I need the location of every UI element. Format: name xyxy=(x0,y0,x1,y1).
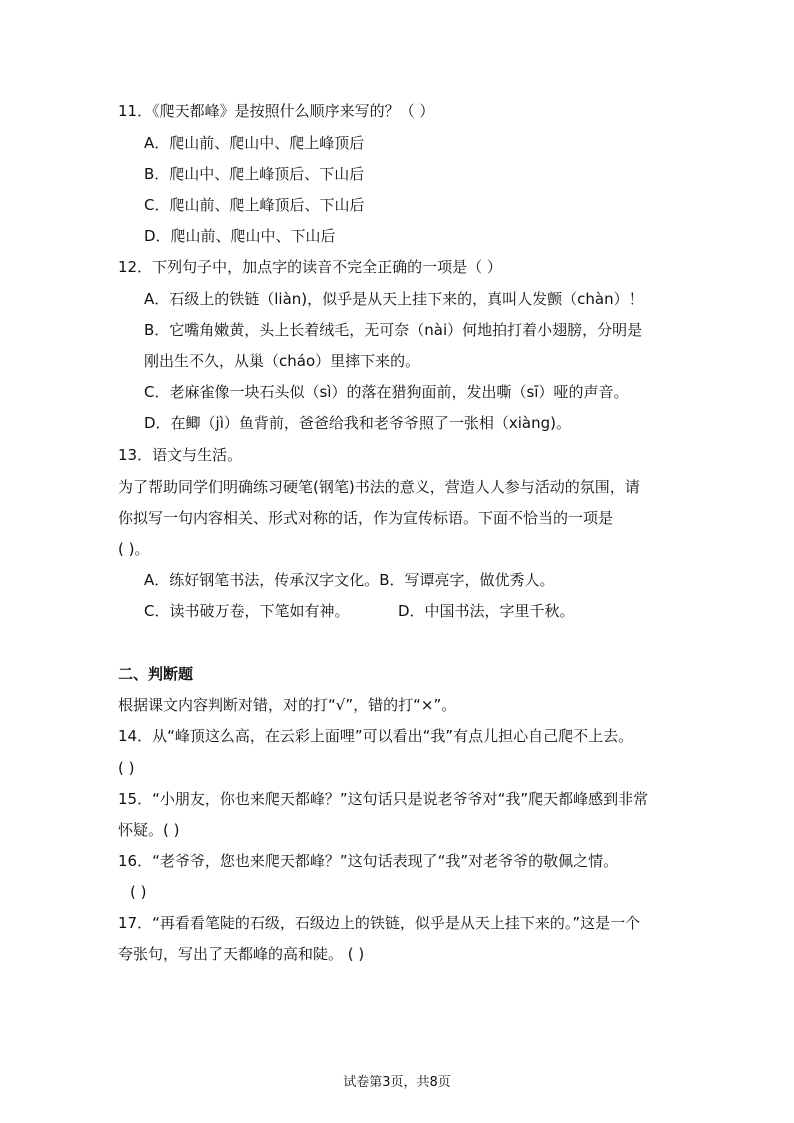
section-title: 二、判断题 xyxy=(118,665,194,683)
q13-stem: 13．语文与生活。 xyxy=(118,446,243,464)
q13-option-c: C．读书破万卷，下笔如有神。 xyxy=(144,602,350,620)
q12-option-c: C．老麻雀像一块石头似（sì）的落在猎狗面前，发出嘶（sī）哑的声音。 xyxy=(144,383,629,401)
q11-option-a: A．爬山前、爬山中、爬上峰顶后 xyxy=(144,134,365,152)
q17-text-line1: 17．“再看看笔陡的石级，石级边上的铁链，似乎是从天上挂下来的。”这是一个 xyxy=(118,914,641,932)
q14-answer-blank: ( ) xyxy=(118,759,135,777)
q13-body-line1: 为了帮助同学们明确练习硬笔(钢笔)书法的意义，营造人人参与活动的氛围，请 xyxy=(118,478,640,496)
q12-option-b-line2: 刚出生不久，从巢（cháo）里摔下来的。 xyxy=(144,352,421,370)
q11-option-c: C．爬山前、爬上峰顶后、下山后 xyxy=(144,196,365,214)
q11-stem: 11．《爬天都峰》是按照什么顺序来写的？（ ） xyxy=(118,102,435,120)
q11-option-b: B．爬山中、爬上峰顶后、下山后 xyxy=(144,165,365,183)
q12-option-a: A．石级上的铁链（liàn)，似乎是从天上挂下来的，真叫人发颤（chàn）！ xyxy=(144,290,644,308)
q16-answer-blank: ( ) xyxy=(130,883,147,901)
q14-text: 14．从“峰顶这么高，在云彩上面哩”可以看出“我”有点儿担心自己爬不上去。 xyxy=(118,727,634,745)
q13-body-line2: 你拟写一句内容相关、形式对称的话，作为宣传标语。下面不恰当的一项是 xyxy=(118,509,614,527)
q12-option-d: D．在鲫（jì）鱼背前，爸爸给我和老爷爷照了一张相（xiàng)。 xyxy=(144,414,572,432)
page-footer: 试卷第3页，共8页 xyxy=(343,1075,451,1090)
q12-option-b-line1: B．它嘴角嫩黄，头上长着绒毛，无可奈（nài）何地拍打着小翅膀，分明是 xyxy=(144,321,643,339)
q16-text: 16．“老爷爷，您也来爬天都峰？”这句话表现了“我”对老爷爷的敬佩之情。 xyxy=(118,852,619,870)
q11-option-d: D．爬山前、爬山中、下山后 xyxy=(144,227,336,245)
q17-text-line2: 夸张句，写出了天都峰的高和陡。 ( ) xyxy=(118,945,365,963)
q13-blank: ( )。 xyxy=(118,540,150,558)
q15-text-line2: 怀疑。( ) xyxy=(118,821,180,839)
q15-text-line1: 15．“小朋友，你也来爬天都峰？”这句话只是说老爷爷对“我”爬天都峰感到非常 xyxy=(118,790,649,808)
q12-stem: 12．下列句子中，加点字的读音不完全正确的一项是（ ） xyxy=(118,258,502,276)
q13-options-ab: A．练好钢笔书法，传承汉字文化。B．写谭亮字，做优秀人。 xyxy=(144,571,555,589)
q13-option-d: D．中国书法，字里千秋。 xyxy=(398,602,575,620)
section-instruction: 根据课文内容判断对错，对的打“√”，错的打“×”。 xyxy=(118,696,457,714)
